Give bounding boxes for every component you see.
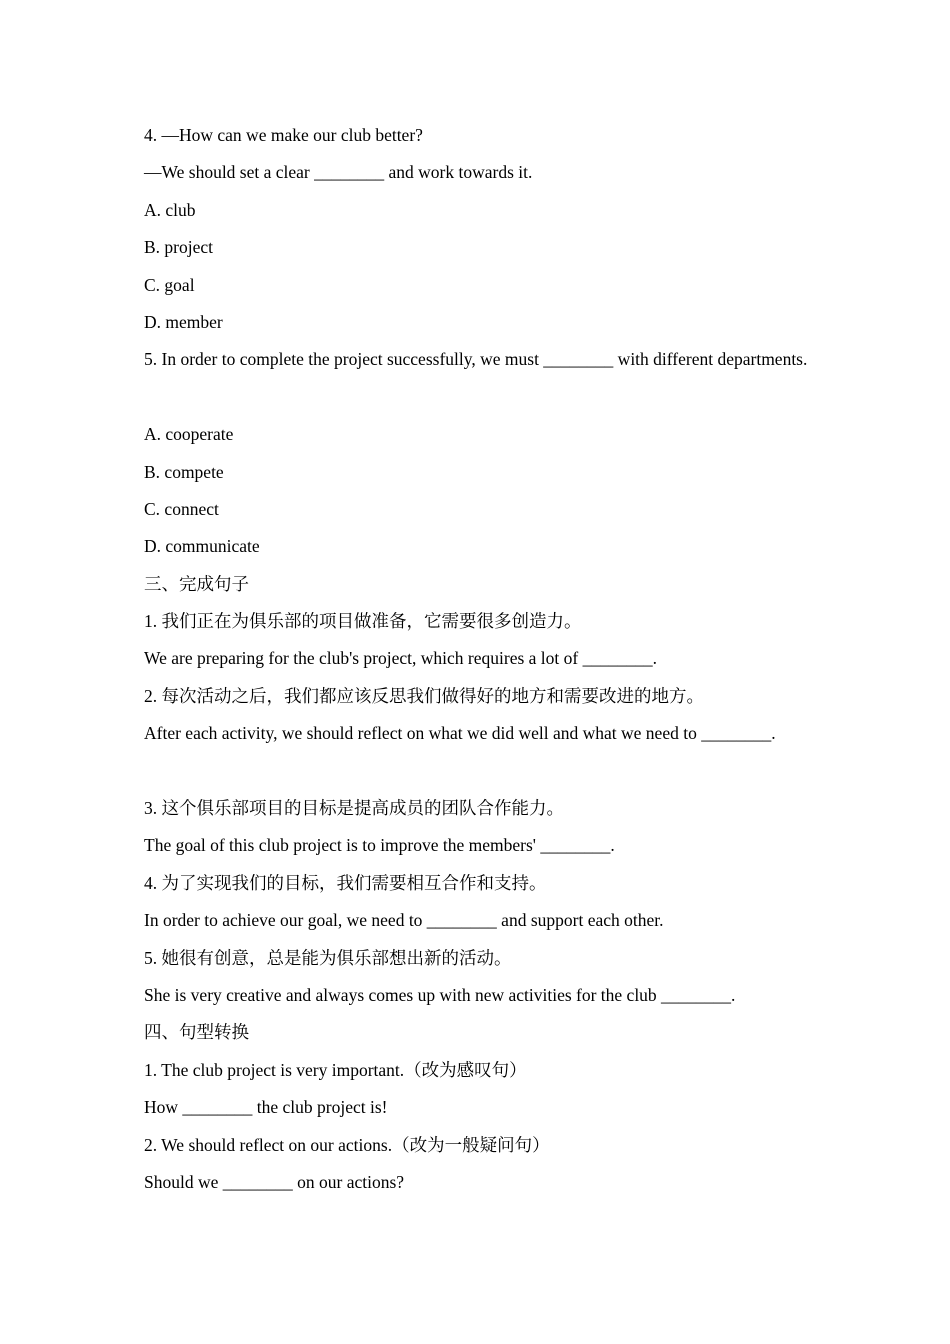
worksheet-page — [144, 117, 808, 1201]
transform-1-answer: How ________ the club project is! — [144, 1097, 388, 1118]
question-5-option-c: C. connect — [144, 498, 219, 519]
sentence-4-english: In order to achieve our goal, we need to ________ and support each other. — [144, 910, 664, 931]
sentence-5-chinese: 5. 她很有创意，总是能为俱乐部想出新的活动。 — [144, 947, 512, 968]
question-4-stem-reply: —We should set a clear ________ and work towards it. — [144, 162, 533, 183]
question-5-option-b: B. compete — [144, 461, 224, 482]
sentence-3-chinese: 3. 这个俱乐部项目的目标是提高成员的团队合作能力。 — [144, 798, 564, 819]
sentence-2-chinese: 2. 每次活动之后，我们都应该反思我们做得好的地方和需要改进的地方。 — [144, 685, 704, 706]
question-4-option-a: A. club — [144, 199, 196, 220]
sentence-1-chinese: 1. 我们正在为俱乐部的项目做准备，它需要很多创造力。 — [144, 611, 582, 632]
sentence-4-chinese: 4. 为了实现我们的目标，我们需要相互合作和支持。 — [144, 872, 547, 893]
question-5-option-a: A. cooperate — [144, 424, 234, 445]
transform-1-question: 1. The club project is very important.（改为感叹句） — [144, 1059, 527, 1080]
question-5-option-d: D. communicate — [144, 536, 260, 557]
sentence-3-english: The goal of this club project is to improve the members' ________. — [144, 835, 615, 856]
section-3-title: 三、完成句子 — [144, 573, 249, 594]
transform-2-question: 2. We should reflect on our actions.（改为一般疑问句） — [144, 1134, 550, 1155]
question-4-option-b: B. project — [144, 237, 214, 258]
question-4-option-d: D. member — [144, 311, 223, 332]
sentence-2-english: After each activity, we should reflect on what we did well and what we need to ________. — [144, 723, 776, 744]
question-4-stem: 4. —How can we make our club better? — [144, 125, 423, 145]
sentence-1-english: We are preparing for the club's project, which requires a lot of ________. — [144, 648, 657, 669]
question-5-stem: 5. In order to complete the project successfully, we must ________ with different departments. — [144, 349, 808, 370]
section-4-title: 四、句型转换 — [144, 1022, 249, 1043]
transform-2-answer: Should we ________ on our actions? — [144, 1171, 405, 1192]
question-4-option-c: C. goal — [144, 274, 195, 295]
sentence-5-english: She is very creative and always comes up with new activities for the club ________. — [144, 985, 736, 1006]
